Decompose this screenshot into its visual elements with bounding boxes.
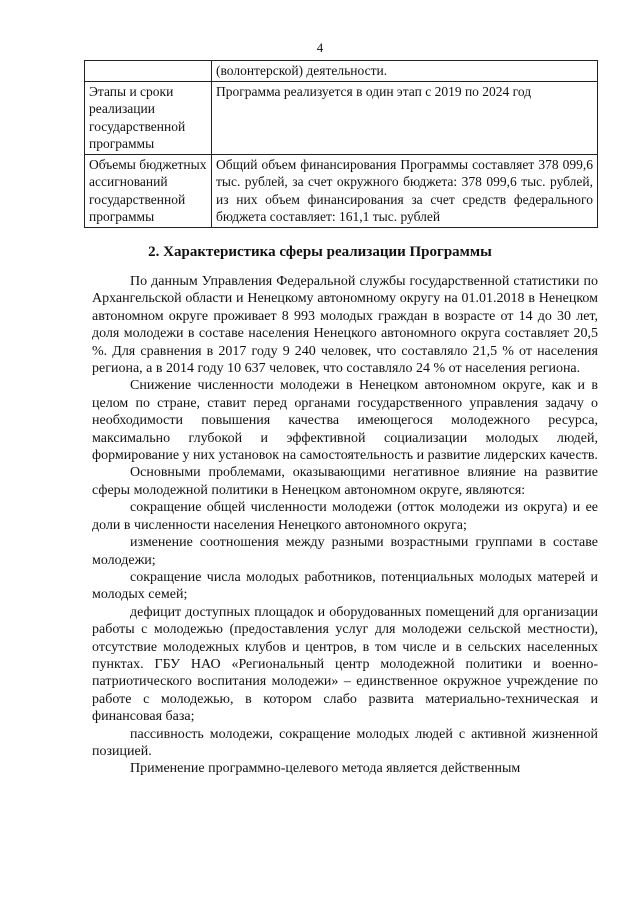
list-item: сокращение числа молодых работников, потенциальных молодых матерей и молодых семей;: [92, 569, 598, 603]
table-cell-label: Этапы и сроки реализации государственной программы: [85, 81, 212, 154]
program-passport-table: [84, 60, 598, 228]
table-cell-value: Программа реализуется в один этап с 2019 по 2024 год: [212, 81, 598, 154]
table-row: [85, 154, 598, 227]
table-cell-label: [85, 61, 212, 82]
section-body: [92, 273, 598, 778]
table-cell-value: (волонтерской) деятельности.: [212, 61, 598, 82]
list-item: сокращение общей численности молодежи (отток молодежи из округа) и ее доли в численности населения Ненецкого автономного округа;: [92, 500, 598, 533]
list-item: пассивность молодежи, сокращение молодых людей с активной жизненной позицией.: [92, 726, 598, 759]
table-row: [85, 81, 598, 154]
paragraph: Снижение численности молодежи в Ненецком автономном округе, как и в целом по стране, ставит перед органами государственного управления задачу о необходимости повышения качества имеющегося молодежного ресурса, максимально глубокой и эффективной социализации молодых людей, формирование у них установок на самостоятельность и развитие лидерских качеств.: [92, 378, 598, 464]
paragraph: По данным Управления Федеральной службы государственной статистики по Архангельской области и Ненецкому автономному округу на 01.01.2018 в Ненецком автономном округе проживает 8 993 молодых граждан в возрасте от 14 до 30 лет, доля молодежи в составе населения Ненецкого автономного округа составляет 20,5 %. Для сравнения в 2017 году 9 240 человек, что составляло 21,5 % от населения региона, а в 2014 году 10 637 человек, что составляло 24 % от населения региона.: [92, 274, 598, 377]
section-title: 2. Характеристика сферы реализации Программы: [148, 244, 492, 260]
paragraph: Применение программно-целевого метода является действенным: [130, 761, 521, 777]
table-cell-value: Общий объем финансирования Программы составляет 378 099,6 тыс. рублей, за счет окружного бюджета: 378 099,6 тыс. рублей, из них объем финансирования за счет средств федерального бюджета составляет: 161,1 тыс. рублей: [212, 154, 598, 227]
page-number: 4: [316, 40, 324, 55]
table-cell-label: Объемы бюджетных ассигнований государственной программы: [85, 154, 212, 227]
list-item: изменение соотношения между разными возрастными группами в составе молодежи;: [92, 535, 598, 568]
list-item: дефицит доступных площадок и оборудованных помещений для организации работы с молодежью (предоставления услуг для молодежи сельской местности), отсутствие молодежных клубов и центров, в том числе и в сельских населенных пунктах. ГБУ НАО «Региональный центр молодежной политики и военно-патриотического воспитания молодежи» – единственное окружное учреждение по работе с молодежью, в котором слабо развита материально-техническая и финансовая база;: [92, 604, 598, 725]
table-row: [85, 61, 598, 82]
paragraph: Основными проблемами, оказывающими негативное влияние на развитие сферы молодежной политики в Ненецком автономном округе, являются:: [92, 465, 598, 498]
